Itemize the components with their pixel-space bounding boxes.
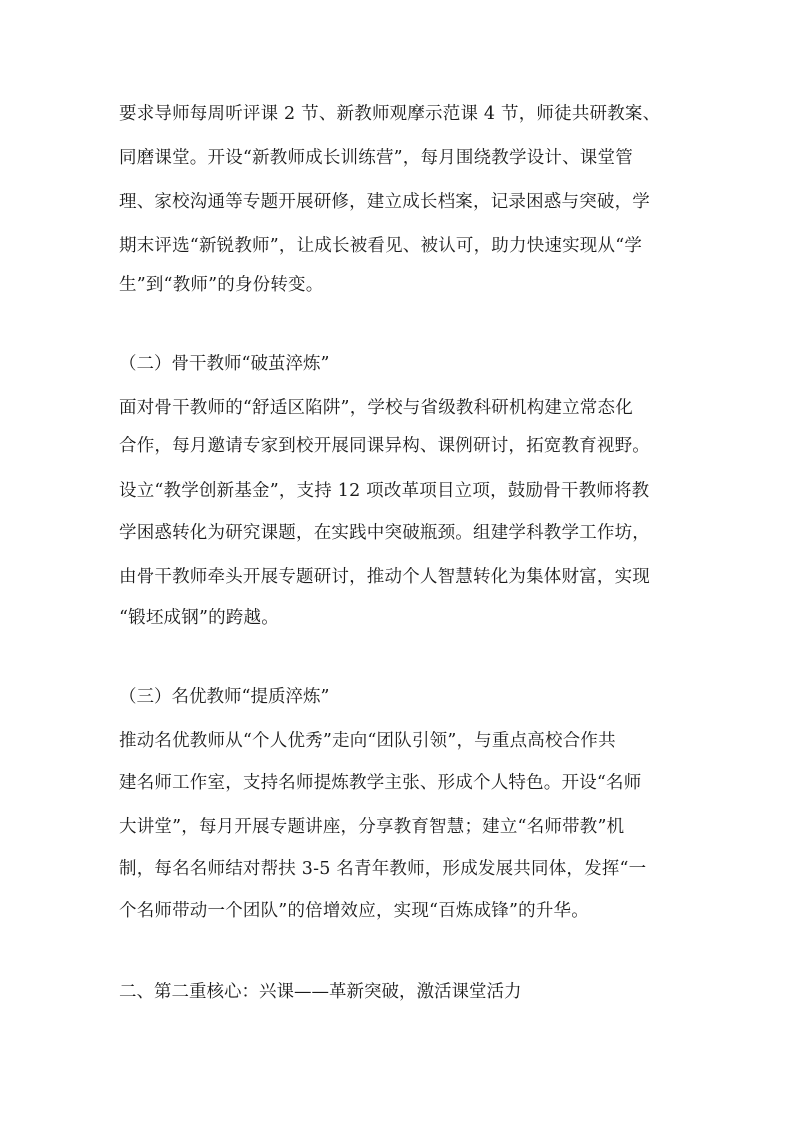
section-heading: （三）名优教师“提质淬炼” (119, 687, 330, 707)
text-line: 面对骨干教师的“舒适区陷阱”，学校与省级教科研机构建立常态化 (119, 398, 633, 418)
text-line: 建名师工作室，支持名师提炼教学主张、形成个人特色。开设“名师 (119, 773, 642, 793)
text-line: 理、家校沟通等专题开展研修，建立成长档案，记录困惑与突破，学 (119, 192, 650, 212)
text-line: 推动名优教师从“个人优秀”走向“团队引领”，与重点高校合作共 (119, 731, 616, 751)
text-line: 制，每名名师结对帮扶 3-5 名青年教师，形成发展共同体，发挥“一 (119, 859, 647, 879)
chapter-heading: 二、第二重核心：兴课——革新突破，激活课堂活力 (119, 982, 522, 1002)
text-line: 由骨干教师牵头开展专题研讨，推动个人智慧转化为集体财富，实现 (119, 567, 650, 587)
text-line: “锻坯成钢”的跨越。 (119, 608, 279, 628)
text-line: 个名师带动一个团队”的倍增效应，实现“百炼成锋”的升华。 (119, 901, 589, 921)
section-heading: （二）骨干教师“破茧淬炼” (119, 354, 330, 374)
text-line: 合作，每月邀请专家到校开展同课异构、课例研讨，拓宽教育视野。 (119, 436, 650, 456)
text-line: 要求导师每周听评课 2 节、新教师观摩示范课 4 节，师徒共研教案、 (119, 104, 661, 124)
text-line: 生”到“教师”的身份转变。 (119, 275, 324, 295)
text-line: 大讲堂”，每月开展专题讲座，分享教育智慧；建立“名师带教”机 (119, 817, 625, 837)
text-line: 期末评选“新锐教师”，让成长被看见、被认可，助力快速实现从“学 (119, 236, 643, 256)
text-line: 设立“教学创新基金”，支持 12 项改革项目立项，鼓励骨干教师将教 (119, 481, 650, 501)
text-line: 学困惑转化为研究课题，在实践中突破瓶颈。组建学科教学工作坊， (119, 523, 650, 543)
text-line: 同磨课堂。开设“新教师成长训练营”，每月围绕教学设计、课堂管 (119, 148, 633, 168)
